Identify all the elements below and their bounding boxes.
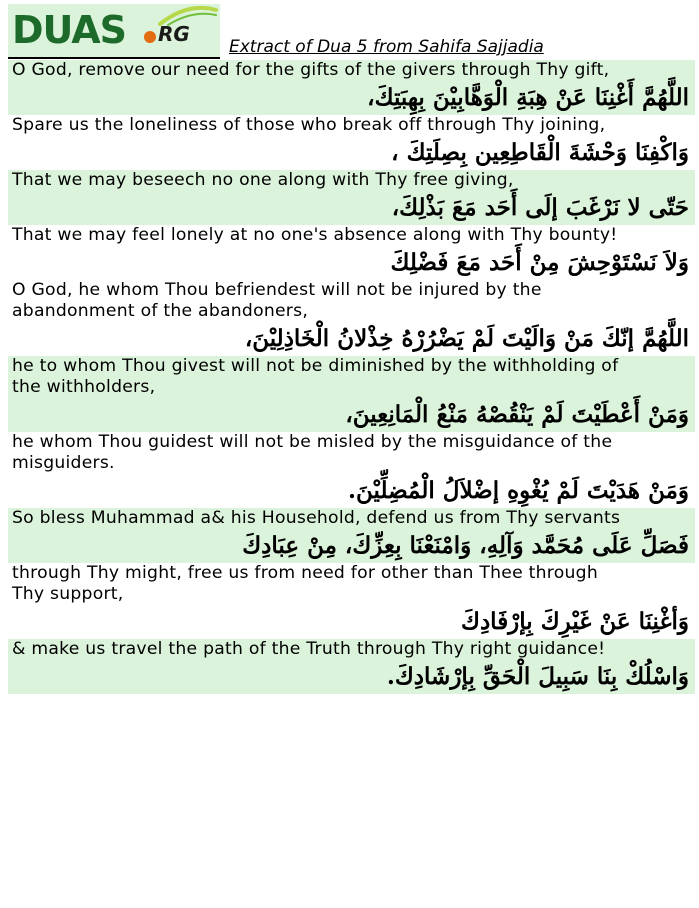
header (8, 4, 695, 60)
logo-suffix: RG (158, 22, 190, 46)
verse-arabic: حَتّى لا نَرْغَبَ إلَى أَحَد مَعَ بَذْلِكَ، (391, 194, 689, 221)
verse-block (8, 508, 695, 563)
verse-english: O God, remove our need for the gifts of the givers through Thy gift, (12, 60, 610, 80)
verse-list (8, 60, 695, 694)
verse-english: O God, he whom Thou befriendest will not be injured by the abandonment of the abandoners, (12, 280, 542, 321)
verse-arabic: وَأغْنِنَا عَنْ غَيْرِكَ بِإرْفَادِكَ (460, 608, 689, 635)
verse-block (8, 639, 695, 694)
verse-english: That we may beseech no one along with Thy free giving, (12, 170, 514, 190)
verse-arabic: فَصَلِّ عَلَى مُحَمَّد وَآلِهِ، وَامْنَعْنَا بِعِزِّكَ، مِنْ عِبَادِكَ (242, 532, 689, 559)
verse-arabic: اللَّهُمَّ إنّكَ مَنْ وَالَيْتَ لَمْ يَضْرُرْهُ خِذْلانُ الْخَاذِلِيْنَ، (244, 325, 689, 352)
verse-english: Spare us the loneliness of those who break off through Thy joining, (12, 115, 606, 135)
verse-arabic: وَاسْلُكْ بِنَا سَبِيلَ الْحَقِّ بِإرْشَادِكَ. (386, 663, 689, 690)
verse-arabic: وَلاَ نَسْتَوْحِشَ مِنْ أَحَد مَعَ فَضْلِكَ (390, 249, 689, 276)
verse-block (8, 356, 695, 432)
title-rule (8, 57, 220, 59)
verse-english: So bless Muhammad a& his Household, defend us from Thy servants (12, 508, 621, 528)
logo-wordmark: DUAS (12, 8, 127, 52)
logo-dot-icon (144, 31, 156, 43)
verse-arabic: وَاكْفِنَا وَحْشَةَ الْقَاطِعِين بِصِلَتِكَ ، (391, 139, 689, 166)
duas-logo[interactable] (8, 4, 220, 58)
logo-swoosh-icon (158, 6, 218, 26)
page (8, 4, 695, 694)
verse-block (8, 225, 695, 280)
verse-english: he whom Thou guidest will not be misled by the misguidance of the misguiders. (12, 432, 613, 473)
verse-block (8, 563, 695, 639)
verse-english: That we may feel lonely at no one's absence along with Thy bounty! (12, 225, 618, 245)
verse-arabic: وَمَنْ أَعْطَيْتَ لَمْ يَنْقُصْهُ مَنْعُ الْمَانِعِينَ، (345, 401, 689, 428)
document-title: Extract of Dua 5 from Sahifa Sajjadia (229, 37, 544, 57)
verse-arabic: اللَّهُمَّ أَغْنِنَا عَنْ هِبَةِ الْوَهَّابِيْنَ بِهِبَتِكَ، (367, 84, 689, 111)
verse-english: & make us travel the path of the Truth through Thy right guidance! (12, 639, 606, 659)
verse-arabic: وَمَنْ هَدَيْتَ لَمْ يُغْوِهِ إضْلاَلُ الْمُضِلِّيْنَ. (348, 477, 689, 504)
verse-block (8, 432, 695, 508)
verse-block (8, 280, 695, 356)
verse-block (8, 60, 695, 115)
verse-block (8, 115, 695, 170)
verse-english: he to whom Thou givest will not be diminished by the withholding of the withholders, (12, 356, 619, 397)
verse-english: through Thy might, free us from need for other than Thee through Thy support, (12, 563, 598, 604)
verse-block (8, 170, 695, 225)
